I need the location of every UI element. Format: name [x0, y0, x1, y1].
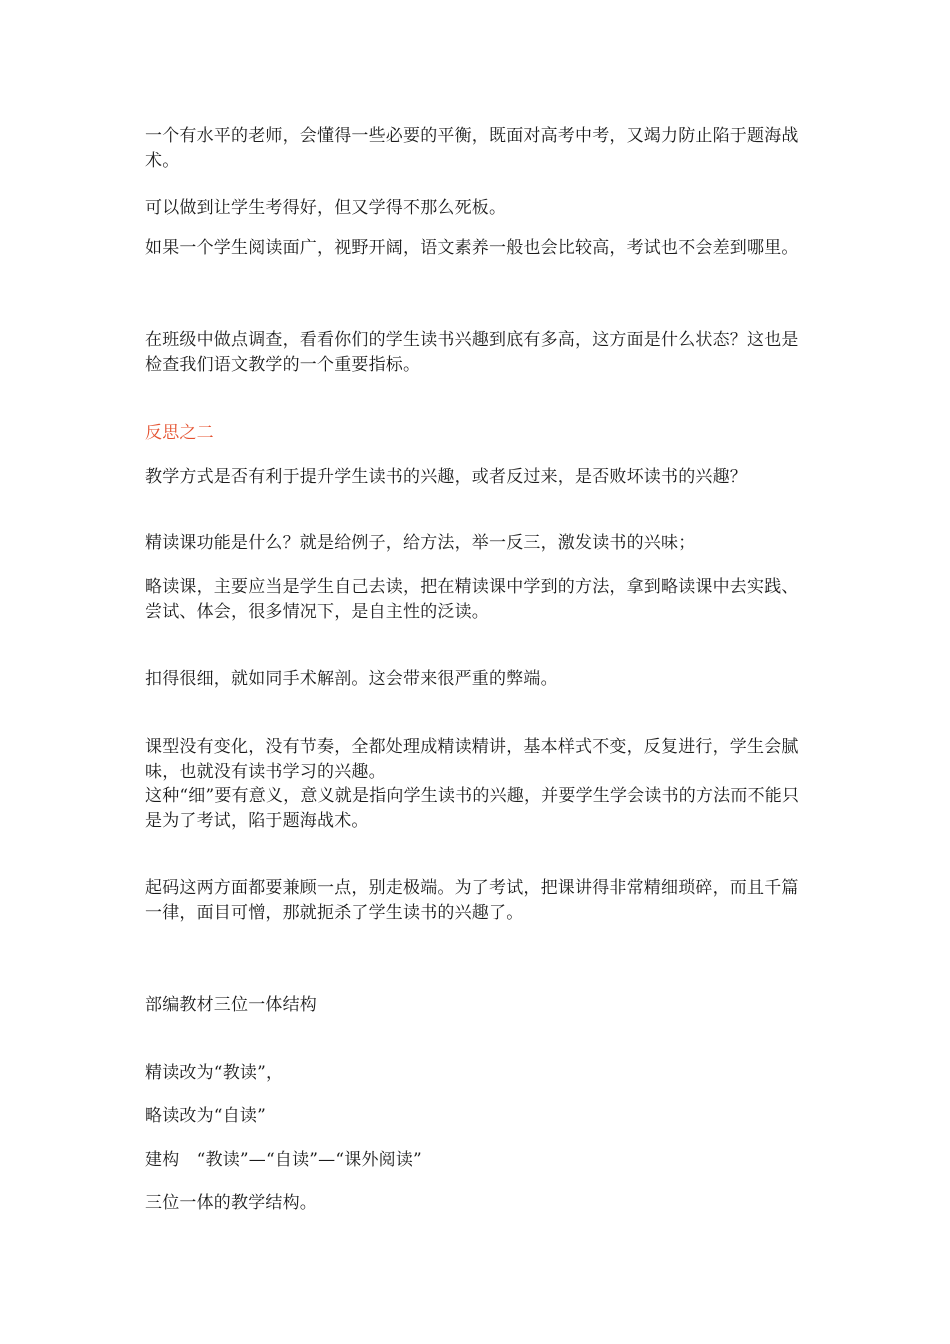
paragraph-teaching-method: 教学方式是否有利于提升学生读书的兴趣，或者反过来，是否败坏读书的兴趣？ — [145, 467, 747, 487]
paragraph-too-detailed: 扣得很细，就如同手术解剖。这会带来很严重的弊端。 — [145, 669, 558, 689]
paragraph-balance: 一个有水平的老师，会懂得一些必要的平衡，既面对高考中考，又竭力防止陷于题海战术。 — [145, 126, 799, 171]
paragraph-exam-results: 可以做到让学生考得好，但又学得不那么死板。 — [145, 198, 507, 218]
paragraph-lesson-type: 课型没有变化，没有节奏，全都处理成精读精讲，基本样式不变，反复进行，学生会腻味，也就没有读书学习的兴趣。 — [145, 737, 799, 782]
paragraph-self-reading: 略读改为“自读” — [145, 1106, 266, 1126]
paragraph-balance-both: 起码这两方面都要兼顾一点，别走极端。为了考试，把课讲得非常精细琐碎，而且千篇一律，面目可憎，那就扼杀了学生读书的兴趣了。 — [145, 878, 799, 923]
paragraph-meaningful-detail: 这种“细”要有意义，意义就是指向学生读书的兴趣，并要学生学会读书的方法而不能只是为了考试，陷于题海战术。 — [145, 786, 800, 831]
paragraph-skim-reading: 略读课，主要应当是学生自己去读，把在精读课中学到的方法，拿到略读课中去实践、尝试、体会，很多情况下，是自主性的泛读。 — [145, 577, 799, 622]
paragraph-wide-reading: 如果一个学生阅读面广，视野开阔，语文素养一般也会比较高，考试也不会差到哪里。 — [145, 238, 799, 258]
paragraph-textbook-structure: 部编教材三位一体结构 — [145, 995, 317, 1015]
paragraph-intensive-reading: 精读课功能是什么？就是给例子，给方法，举一反三，激发读书的兴味； — [145, 533, 696, 553]
paragraph-three-in-one: 三位一体的教学结构。 — [145, 1193, 317, 1213]
section-heading-reflection-two: 反思之二 — [145, 423, 214, 443]
paragraph-construct: 建构 “教读”—“自读”—“课外阅读” — [145, 1150, 422, 1170]
paragraph-teach-reading: 精读改为“教读”， — [145, 1063, 284, 1083]
paragraph-survey: 在班级中做点调查，看看你们的学生读书兴趣到底有多高，这方面是什么状态？这也是检查我们语文教学的一个重要指标。 — [145, 330, 799, 375]
